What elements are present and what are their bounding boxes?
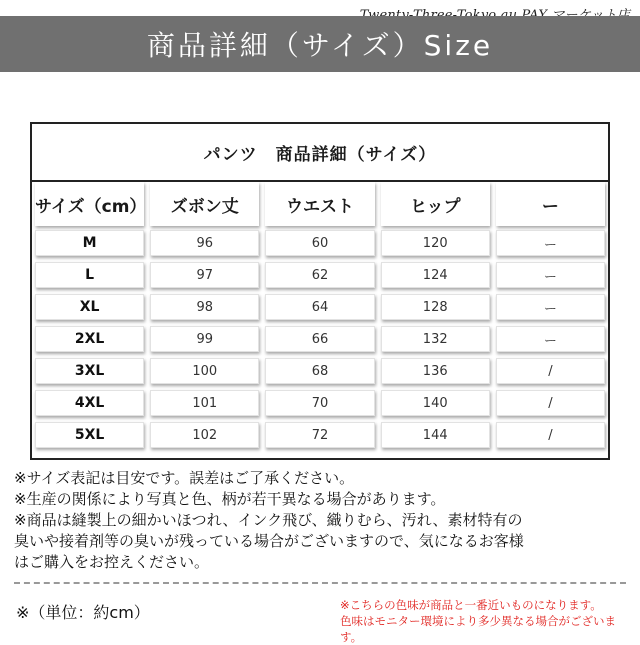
waist-cell: 72 bbox=[265, 422, 374, 448]
header-cell: サイズ（cm） bbox=[35, 182, 144, 226]
hip-cell: 132 bbox=[381, 326, 490, 352]
table-row bbox=[32, 358, 608, 384]
table-row bbox=[32, 422, 608, 448]
color-note-line: 色味はモニター環境により多少異なる場合がございます。 bbox=[340, 614, 616, 644]
size-cell: L bbox=[35, 262, 144, 288]
waist-cell: 68 bbox=[265, 358, 374, 384]
table-row bbox=[32, 262, 608, 288]
length-cell: 99 bbox=[150, 326, 259, 352]
size-cell: M bbox=[35, 230, 144, 256]
extra-cell: / bbox=[496, 390, 605, 416]
header-cell: ヒップ bbox=[381, 182, 490, 226]
waist-cell: 70 bbox=[265, 390, 374, 416]
waist-cell: 62 bbox=[265, 262, 374, 288]
length-cell: 102 bbox=[150, 422, 259, 448]
title-banner bbox=[0, 16, 640, 72]
length-cell: 97 bbox=[150, 262, 259, 288]
note-line: はご購入をお控えください。 bbox=[14, 553, 210, 571]
table-title: パンツ 商品詳細（サイズ） bbox=[32, 124, 608, 182]
length-cell: 100 bbox=[150, 358, 259, 384]
extra-cell: ー bbox=[496, 262, 605, 288]
note-line: 臭いや接着剤等の臭いが残っている場合がございますので、気になるお客様 bbox=[14, 532, 524, 550]
table-row bbox=[32, 390, 608, 416]
disclaimer-notes bbox=[14, 468, 626, 573]
extra-cell: / bbox=[496, 422, 605, 448]
hip-cell: 144 bbox=[381, 422, 490, 448]
note-line: ※生産の関係により写真と色、柄が若干異なる場合があります。 bbox=[14, 490, 446, 508]
length-cell: 101 bbox=[150, 390, 259, 416]
header-cell: ズボン丈 bbox=[150, 182, 259, 226]
waist-cell: 64 bbox=[265, 294, 374, 320]
size-cell: 5XL bbox=[35, 422, 144, 448]
table-header-row bbox=[32, 182, 608, 226]
header-cell: ウエスト bbox=[265, 182, 374, 226]
hip-cell: 120 bbox=[381, 230, 490, 256]
table-row bbox=[32, 326, 608, 352]
waist-cell: 60 bbox=[265, 230, 374, 256]
hip-cell: 128 bbox=[381, 294, 490, 320]
hip-cell: 136 bbox=[381, 358, 490, 384]
size-cell: 3XL bbox=[35, 358, 144, 384]
note-line: ※商品は縫製上の細かいほつれ、インク飛び、織りむら、汚れ、素材特有の bbox=[14, 511, 523, 529]
color-note bbox=[340, 597, 636, 645]
header-cell: ー bbox=[496, 182, 605, 226]
color-note-line: ※こちらの色味が商品と一番近いものになります。 bbox=[340, 598, 602, 612]
hip-cell: 124 bbox=[381, 262, 490, 288]
size-table bbox=[30, 122, 610, 460]
extra-cell: ー bbox=[496, 230, 605, 256]
length-cell: 98 bbox=[150, 294, 259, 320]
note-line: ※サイズ表記は目安です。誤差はご了承ください。 bbox=[14, 469, 355, 487]
extra-cell: ー bbox=[496, 326, 605, 352]
table-row bbox=[32, 294, 608, 320]
banner-title: 商品詳細（サイズ）Size bbox=[146, 29, 494, 62]
hip-cell: 140 bbox=[381, 390, 490, 416]
size-grid bbox=[32, 182, 608, 458]
size-cell: XL bbox=[35, 294, 144, 320]
size-cell: 2XL bbox=[35, 326, 144, 352]
extra-cell: ー bbox=[496, 294, 605, 320]
extra-cell: / bbox=[496, 358, 605, 384]
length-cell: 96 bbox=[150, 230, 259, 256]
size-cell: 4XL bbox=[35, 390, 144, 416]
waist-cell: 66 bbox=[265, 326, 374, 352]
dashed-divider bbox=[14, 582, 626, 584]
table-row bbox=[32, 230, 608, 256]
unit-note: ※（単位：約cm） bbox=[16, 603, 150, 622]
